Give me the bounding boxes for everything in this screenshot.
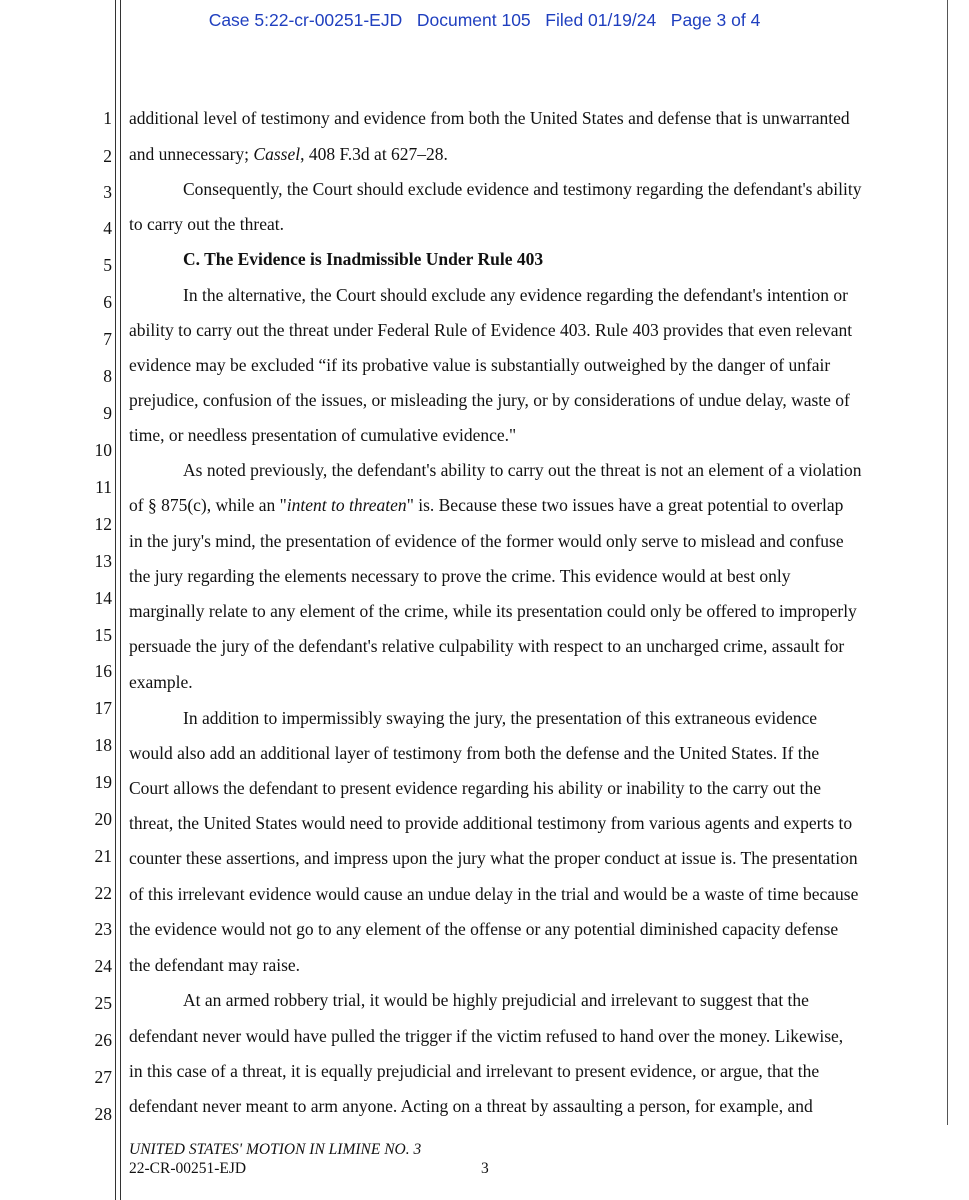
footer-case-number: 22-CR-00251-EJD [129, 1160, 247, 1177]
text-line: persuade the jury of the defendant's relative culpability with respect to an uncharged crime, assault for [129, 636, 845, 656]
line-number: 3 [103, 182, 112, 202]
line-number: 24 [94, 956, 112, 976]
text-line: of this irrelevant evidence would cause an undue delay in the trial and would be a waste of time because [129, 884, 859, 904]
line-number: 8 [103, 366, 112, 386]
line-number: 19 [94, 772, 112, 792]
line-number: 23 [94, 919, 112, 939]
document-number: Document 105 [416, 10, 531, 30]
text-line: defendant never meant to arm anyone. Acting on a threat by assaulting a person, for example, and [129, 1096, 813, 1116]
line-number: 6 [103, 292, 112, 312]
line-number: 27 [94, 1067, 112, 1087]
text-line: example. [129, 672, 193, 692]
footer-document-title: UNITED STATES' MOTION IN LIMINE NO. 3 [129, 1141, 422, 1158]
text-line [129, 495, 843, 515]
line-number: 14 [94, 588, 112, 608]
text-line: marginally relate to any element of the crime, while its presentation could only be offered to improperly [129, 601, 857, 621]
filed-date: Filed 01/19/24 [545, 10, 657, 30]
text-line: the jury regarding the elements necessary to prove the crime. This evidence would at best only [129, 566, 791, 586]
line-number: 21 [94, 846, 112, 866]
line-number: 26 [94, 1030, 112, 1050]
line-number: 11 [95, 477, 112, 497]
line-number: 9 [103, 403, 112, 423]
line-number: 17 [94, 698, 112, 718]
line-number: 20 [94, 809, 112, 829]
ecf-header [0, 10, 969, 31]
line-number: 18 [94, 735, 112, 755]
text-line: Court allows the defendant to present evidence regarding his ability or inability to the carry out the [129, 778, 822, 798]
text-line: ability to carry out the threat under Federal Rule of Evidence 403. Rule 403 provides that even relevant [129, 320, 853, 340]
text-line: additional level of testimony and evidence from both the United States and defense that is unwarranted [129, 108, 850, 128]
text-line: in the jury's mind, the presentation of evidence of the former would only serve to mislead and confuse [129, 531, 844, 551]
line-number: 1 [103, 108, 112, 128]
footer-page-number: 3 [481, 1160, 489, 1177]
line-number: 10 [94, 440, 112, 460]
line-number: 5 [103, 255, 112, 275]
emphasis-text: intent to threaten [286, 495, 407, 515]
line-number: 16 [94, 661, 112, 681]
text-run: " is. Because these two issues have a great potential to overlap [406, 495, 844, 515]
section-heading [183, 249, 543, 269]
text-line: the evidence would not go to any element of the offense or any potential diminished capacity defense [129, 919, 839, 939]
line-number: 13 [94, 551, 112, 571]
text-run: and unnecessary; [129, 144, 254, 164]
line-number: 25 [94, 993, 112, 1013]
text-line: At an armed robbery trial, it would be highly prejudicial and irrelevant to suggest that the [183, 990, 809, 1010]
section-heading-text: C. The Evidence is Inadmissible Under Rule 403 [183, 249, 544, 269]
margin-rule-left-2 [120, 0, 121, 1200]
text-run: , 408 F.3d at 627–28. [300, 144, 448, 164]
text-line: In the alternative, the Court should exclude any evidence regarding the defendant's intention or [183, 285, 849, 305]
text-line: defendant never would have pulled the trigger if the victim refused to hand over the money. Likewise, [129, 1026, 844, 1046]
text-line: counter these assertions, and impress upon the jury what the proper conduct at issue is. The presentation [129, 848, 858, 868]
text-line [129, 144, 448, 164]
text-line: As noted previously, the defendant's ability to carry out the threat is not an element of a violation [183, 460, 862, 480]
line-number: 22 [94, 883, 112, 903]
text-line: the defendant may raise. [129, 955, 301, 975]
text-line: threat, the United States would need to provide additional testimony from various agents and experts to [129, 813, 853, 833]
text-line: in this case of a threat, it is equally prejudicial and irrelevant to present evidence, or argue, that the [129, 1061, 820, 1081]
line-number: 28 [94, 1104, 112, 1124]
case-number: Case 5:22-cr-00251-EJD [208, 10, 403, 30]
text-run: of § 875(c), while an " [129, 495, 287, 515]
line-number: 7 [103, 329, 112, 349]
margin-rule-left-1 [115, 0, 116, 1200]
text-line: time, or needless presentation of cumulative evidence." [129, 425, 517, 445]
case-citation: Cassel [253, 144, 301, 164]
line-number: 12 [94, 514, 112, 534]
page-indicator: Page 3 of 4 [670, 10, 761, 30]
line-number: 4 [103, 218, 112, 238]
text-line: to carry out the threat. [129, 214, 285, 234]
line-number: 2 [103, 146, 112, 166]
margin-rule-right [947, 0, 948, 1125]
text-line: Consequently, the Court should exclude evidence and testimony regarding the defendant's ability [183, 179, 862, 199]
line-number: 15 [94, 625, 112, 645]
text-line: In addition to impermissibly swaying the jury, the presentation of this extraneous evidence [183, 708, 818, 728]
text-line: prejudice, confusion of the issues, or misleading the jury, or by considerations of undue delay, waste of [129, 390, 850, 410]
text-line: evidence may be excluded “if its probative value is substantially outweighed by the danger of unfair [129, 355, 831, 375]
text-line: would also add an additional layer of testimony from both the defense and the United States. If the [129, 743, 820, 763]
